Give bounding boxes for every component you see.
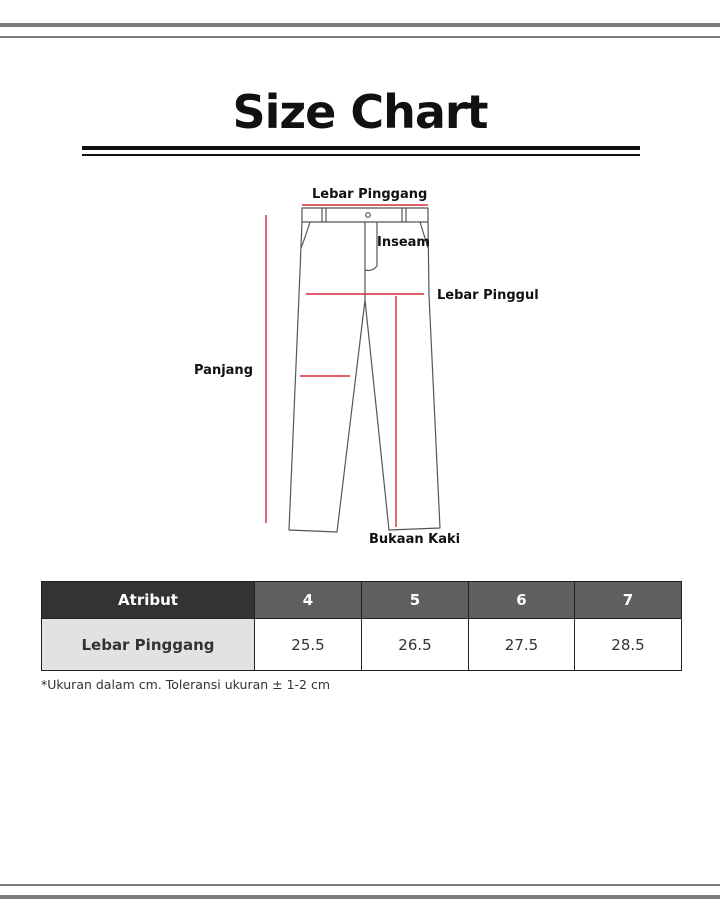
header-size-5: 5: [362, 582, 469, 619]
label-leg-opening: Bukaan Kaki: [369, 532, 461, 547]
header-size-6: 6: [469, 582, 575, 619]
bottom-border-thin: [0, 884, 720, 886]
size-table: [41, 581, 682, 671]
header-size-4: 4: [255, 582, 362, 619]
label-length: Panjang: [194, 363, 253, 378]
cell-size-4: 25.5: [255, 619, 362, 671]
title-rule-thin: [82, 154, 640, 156]
table-header-row: [42, 582, 682, 619]
top-border-thick: [0, 23, 720, 27]
top-border-thin: [0, 36, 720, 38]
bottom-border-thick: [0, 895, 720, 899]
label-waist-width: Lebar Pinggang: [312, 187, 428, 202]
header-size-7: 7: [575, 582, 682, 619]
label-hip-width: Lebar Pinggul: [437, 288, 539, 303]
pants-illustration: [0, 180, 720, 560]
pants-diagram: [0, 180, 720, 560]
title-rule-thick: [82, 146, 640, 150]
label-inseam: Inseam: [377, 235, 430, 250]
table-row: [42, 619, 682, 671]
cell-size-6: 27.5: [469, 619, 575, 671]
header-attribute: Atribut: [42, 582, 255, 619]
page-title: Size Chart: [232, 85, 488, 139]
row-label-waist: Lebar Pinggang: [42, 619, 255, 671]
cell-size-7: 28.5: [575, 619, 682, 671]
tolerance-note: *Ukuran dalam cm. Toleransi ukuran ± 1-2 cm: [41, 677, 331, 692]
cell-size-5: 26.5: [362, 619, 469, 671]
